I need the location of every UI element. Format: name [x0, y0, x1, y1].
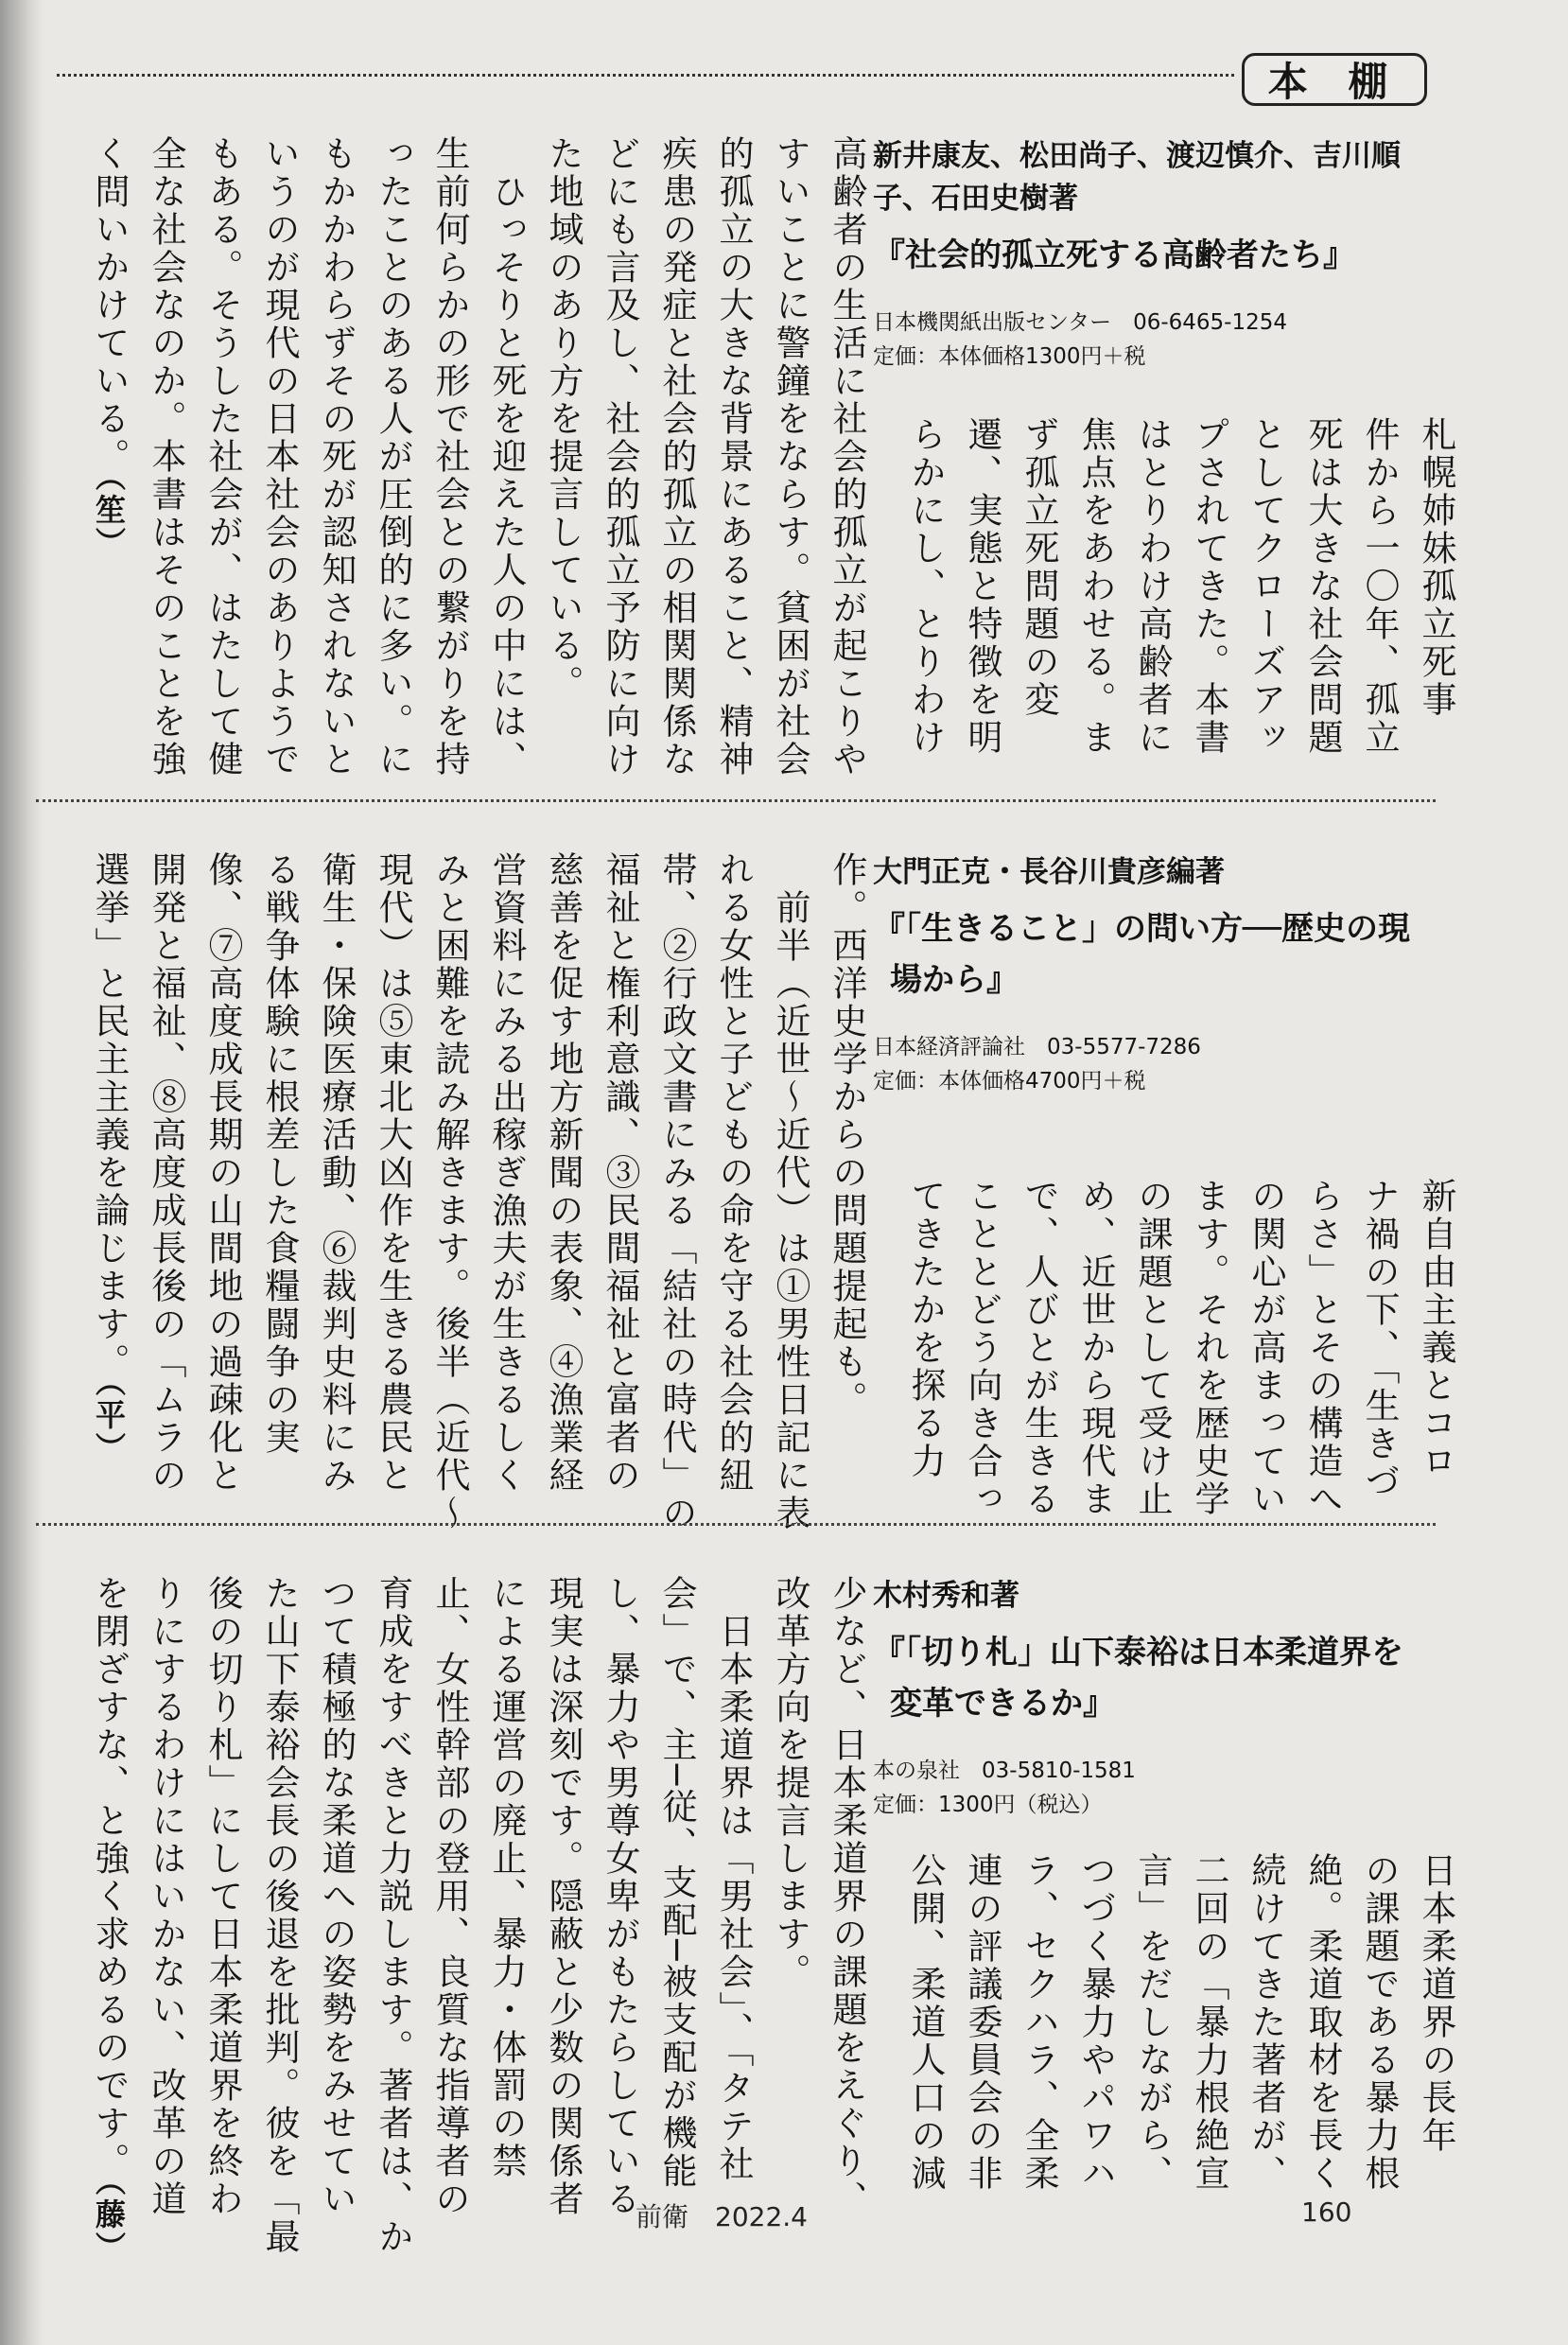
body-line: 慈善を促す地方新聞の表象、④漁業経	[543, 851, 584, 1495]
body-line: を閉ざすな、と強く求めるのです。（藤）	[89, 1575, 130, 2265]
body-line: もある。そうした社会が、はたして健	[202, 135, 243, 779]
body-line: つて積極的な柔道への姿勢をみせてい	[316, 1575, 357, 2218]
review-divider-1	[36, 799, 1436, 802]
footer-magazine: 前衛 2022.4	[636, 2201, 808, 2232]
body-line: 的孤立の大きな背景にあること、精神	[713, 135, 754, 779]
page-binding-shadow	[0, 0, 44, 2345]
review-3-publisher: 本の泉社 03-5810-1581	[873, 1759, 1136, 1783]
body-line: 後の切り札」にして日本柔道界を終わ	[202, 1575, 243, 2218]
body-line: としてクローズアッ	[1246, 416, 1286, 757]
review-2-price: 定価：本体価格4700円＋税	[873, 1069, 1146, 1094]
section-tab	[1242, 53, 1427, 106]
review-1-price: 定価：本体価格1300円＋税	[873, 344, 1146, 369]
body-line: 営資料にみる出稼ぎ漁夫が生きるしく	[486, 851, 527, 1495]
body-line: 現代）は⑤東北大凶作を生きる農民と	[373, 851, 413, 1495]
body-line: プされてきた。本書	[1189, 416, 1229, 757]
body-line: ったことのある人が圧倒的に多い。に	[373, 135, 413, 779]
review-3-body-upper	[887, 1852, 1464, 2193]
review-2-authors: 大門正克・長谷川貴彦編著	[873, 855, 1225, 889]
body-line: 連の評議委員会の非	[962, 1852, 1002, 2193]
body-line: 日本柔道界は「男社会」、「タテ社	[713, 1575, 754, 2183]
body-line: てきたかを探る力	[905, 1178, 946, 1480]
body-line: 札幌姉妹孤立死事	[1416, 416, 1456, 719]
review-2-body-lower	[71, 851, 875, 1532]
review-signature: （藤）	[91, 2180, 127, 2265]
body-line: 死は大きな社会問題	[1302, 416, 1343, 757]
review-2-title: 『「生きること」の問い方──歴史の現場から』	[873, 910, 1410, 999]
body-line: の課題として受け止	[1132, 1178, 1173, 1518]
review-3-authors: 木村秀和著	[873, 1579, 1019, 1613]
body-line: 焦点をあわせる。ま	[1075, 416, 1116, 757]
body-line: 止、女性幹部の登用、良質な指導者の	[429, 1575, 470, 2218]
body-line: 福祉と権利意識、③民間福祉と富者の	[600, 851, 640, 1495]
body-line: いうのが現代の日本社会のありようで	[259, 135, 300, 779]
body-line: め、近世から現代ま	[1075, 1178, 1116, 1518]
review-1-body-upper	[887, 416, 1464, 771]
body-line: らかにし、とりわけ	[905, 416, 946, 757]
body-line: はとりわけ高齢者に	[1132, 416, 1173, 757]
body-line: し、暴力や男尊女卑がもたらしている	[600, 1575, 640, 2218]
footer-page-number: 160	[1301, 2196, 1352, 2228]
body-line: 高齢者の生活に社会的孤立が起こりや	[827, 135, 867, 779]
body-line: ます。それを歴史学	[1189, 1178, 1229, 1518]
review-3-title: 『「切り札」山下泰裕は日本柔道界を変革できるか』	[873, 1634, 1403, 1723]
body-line: の課題である暴力根	[1359, 1852, 1400, 2193]
body-line: すいことに警鐘をならす。貧困が社会	[770, 135, 810, 779]
body-line: 新自由主義とコロ	[1416, 1178, 1456, 1480]
body-line: 開発と福祉、⑧高度成長後の「ムラの	[146, 851, 186, 1495]
body-line: ラ、セクハラ、全柔	[1019, 1852, 1059, 2193]
review-1-info	[873, 135, 1431, 374]
body-line: 続けてきた著者が、	[1246, 1852, 1286, 2193]
body-line: た地域のあり方を提言している。	[543, 135, 584, 703]
body-line: 遷、実態と特徴を明	[962, 416, 1002, 757]
body-line: 二回の「暴力根絶宣	[1189, 1852, 1229, 2193]
body-line: れる女性と子どもの命を守る社会的紐	[713, 851, 754, 1495]
review-divider-2	[36, 1523, 1436, 1526]
body-line: 会」で、主─従、支配─被支配が機能	[656, 1575, 697, 2191]
body-line: ひっそりと死を迎えた人の中には、	[486, 135, 527, 779]
review-1-publisher: 日本機関紙出版センター 06-6465-1254	[873, 310, 1288, 335]
body-line: 現実は深刻です。隠蔽と少数の関係者	[543, 1575, 584, 2218]
body-line: 公開、柔道人口の減	[905, 1852, 946, 2193]
review-2-body-upper	[887, 1178, 1464, 1518]
body-line: 育成をすべきと力説します。著者は、か	[373, 1575, 413, 2256]
body-line: 衛生・保険医療活動、⑥裁判史料にみ	[316, 851, 357, 1495]
body-line: 前半（近世〜近代）は①男性日記に表	[770, 851, 810, 1532]
body-line: りにするわけにはいかない、改革の道	[146, 1575, 186, 2218]
body-line: つづく暴力やパワハ	[1075, 1852, 1116, 2193]
body-line: る戦争体験に根差した食糧闘争の実	[259, 851, 300, 1457]
body-line: 全な社会なのか。本書はそのことを強	[146, 135, 186, 779]
body-line: 少など、日本柔道界の課題をえぐり、	[827, 1575, 867, 2218]
body-line: 件から一〇年、孤立	[1359, 416, 1400, 757]
body-line: た山下泰裕会長の後退を批判。彼を「最	[259, 1575, 300, 2256]
body-line: らさ」とその構造へ	[1302, 1178, 1343, 1518]
body-line: 帯、②行政文書にみる「結社の時代」の	[656, 851, 697, 1532]
body-line: で、人びとが生きる	[1019, 1178, 1059, 1518]
body-line: 言」をだしながら、	[1132, 1852, 1173, 2193]
review-1-authors: 新井康友、松田尚子、渡辺慎介、吉川順子、石田史樹著	[873, 139, 1401, 216]
body-line: 疾患の発症と社会的孤立の相関関係な	[656, 135, 697, 779]
review-1-body-lower	[71, 135, 875, 779]
body-line: 日本柔道界の長年	[1416, 1852, 1456, 2155]
header-rule	[57, 74, 1234, 77]
body-line: 選挙」と民主主義を論じます。（平）	[89, 851, 130, 1465]
body-line: 生前何らかの形で社会との繋がりを持	[429, 135, 470, 779]
body-line: 作。西洋史学からの問題提起も。	[827, 851, 867, 1419]
body-line: もかかわらずその死が認知されないと	[316, 135, 357, 779]
review-signature: （笙）	[91, 476, 127, 560]
body-line: の関心が高まってい	[1246, 1178, 1286, 1518]
review-1-title: 『社会的孤立死する高齢者たち』	[873, 236, 1355, 274]
review-signature: （平）	[91, 1381, 127, 1465]
section-tab-label: 本 棚	[1267, 59, 1402, 105]
body-line: く問いかけている。（笙）	[89, 135, 130, 560]
body-line: どにも言及し、社会的孤立予防に向け	[600, 135, 640, 779]
body-line: ナ禍の下、「生きづ	[1359, 1178, 1400, 1501]
body-line: こととどう向き合っ	[962, 1178, 1002, 1518]
review-3-price: 定価：1300円（税込）	[873, 1793, 1103, 1817]
body-line: みと困難を読み解きます。後半（近代〜	[429, 851, 470, 1532]
review-3-info	[873, 1575, 1431, 1822]
body-line: による運営の廃止、暴力・体罰の禁	[486, 1575, 527, 2180]
body-line: 絶。柔道取材を長く	[1302, 1852, 1343, 2193]
body-line: 像、⑦高度成長期の山間地の過疎化と	[202, 851, 243, 1495]
body-line: ず孤立死問題の変	[1019, 416, 1059, 719]
body-line: 改革方向を提言します。	[770, 1575, 810, 1991]
review-2-publisher: 日本経済評論社 03-5577-7286	[873, 1035, 1201, 1059]
review-2-info	[873, 851, 1431, 1098]
